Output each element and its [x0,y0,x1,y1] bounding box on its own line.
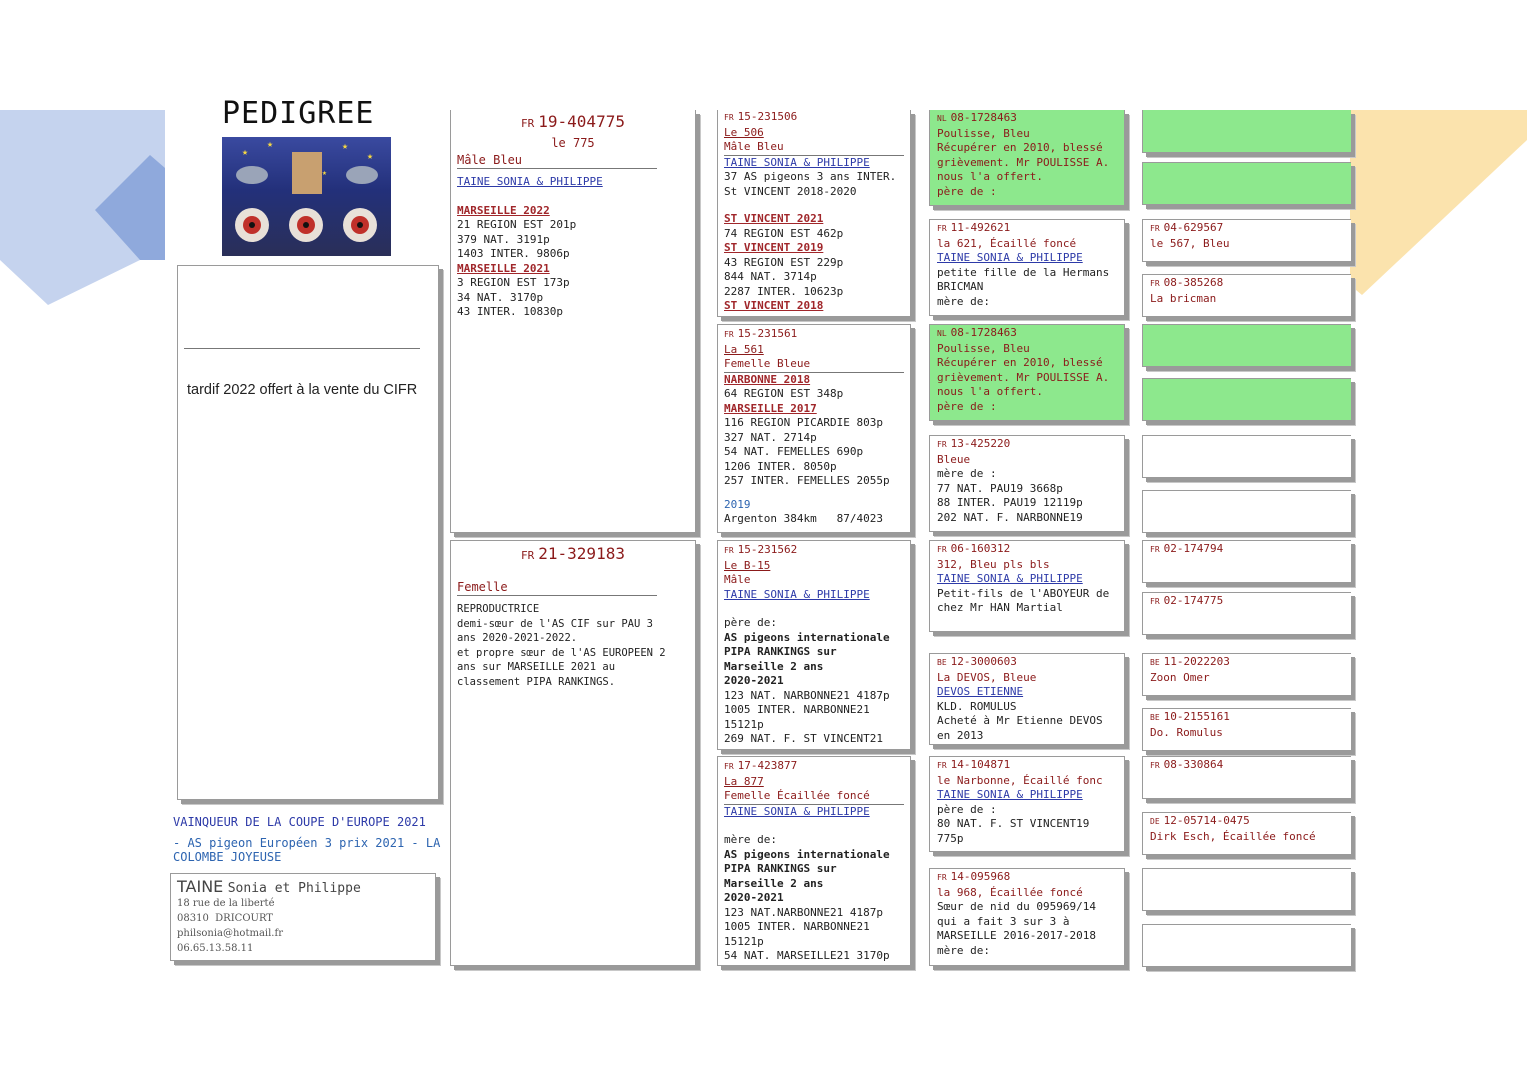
great-grandparent-name: Zoon Omer [1150,670,1210,684]
great-grandparent-ring-number: 02-174775 [1163,594,1224,607]
great-grandparent-box [1142,868,1351,911]
great-grandparent-ring-prefix: FR [1150,545,1160,554]
great-grandparent-ring [1150,221,1344,237]
parent-2-results [724,373,904,489]
parent-1-breeder[interactable]: TAINE SONIA & PHILIPPE [724,155,870,169]
grandparent-box [929,435,1125,532]
grandparent-description: Poulisse, Bleu Récupérer en 2010, blessé grièvement. Mr POULISSE A. nous l'a offert. père de : [937,126,1110,198]
grandparent-description: 312, Bleu pls bls [937,557,1050,571]
page-title: PEDIGREE [222,96,375,131]
grandparent-ring-number: 13-425220 [950,437,1011,450]
parent-4-sex: Femelle Écaillée foncé [724,789,904,805]
great-grandparent-name: le 567, Bleu [1150,236,1230,250]
parent-2-race-1: NARBONNE 2018 [724,372,811,386]
grandparent-box [929,540,1125,632]
subject-ring-number: 19-404775 [538,112,625,131]
parent-1-ring-prefix: FR [724,113,734,122]
grandparent-box [929,756,1125,852]
great-grandparent-ring [1150,758,1344,774]
parent-4-bold: AS pigeons internationale PIPA RANKINGS sur Marseille 2 ans 2020-2021 [724,847,890,904]
great-grandparent-box [1142,274,1351,317]
victory-subtitle: - AS pigeon Européen 3 prix 2021 - LA COLOMBE JOYEUSE [173,836,441,864]
grandparent-ring [937,326,1117,342]
great-grandparent-ring [1150,594,1344,610]
parent-3-role: père de: [724,616,777,629]
great-grandparent-box [1142,540,1351,583]
subject-breeder[interactable]: TAINE SONIA & PHILIPPE [457,175,603,188]
great-grandparent-ring [1150,542,1344,558]
grandparent-ring [937,870,1117,886]
grandparent-ring-prefix: FR [937,440,947,449]
grandparent-breeder[interactable]: DEVOS ETIENNE [937,685,1024,698]
great-grandparent-ring-prefix: BE [1150,713,1160,722]
grandparent-description: Bleue [937,452,971,466]
great-grandparent-box [1142,490,1351,533]
parent-3-sex: Mâle [724,573,751,586]
owner-name-line [177,877,429,896]
parent-2-result-line: 327 NAT. 2714p [724,430,817,444]
parent-3-text: 123 NAT. NARBONNE21 4187p 1005 INTER. NARBONNE21 15121p 269 NAT. F. ST VINCENT21 [724,688,890,745]
great-grandparent-box [1142,756,1351,799]
parent-2-result-line: 64 REGION EST 348p [724,387,844,400]
parent-2-result-line: 1206 INTER. 8050p [724,459,837,473]
great-grandparent-box [1142,708,1351,751]
parent-4-role: mère de: [724,833,777,846]
owner-name: TAINE [177,877,224,896]
grandparent-ring-prefix: FR [937,224,947,233]
great-grandparent-name: Dirk Esch, Écaillée foncé [1150,829,1316,843]
parent-1-race-3: ST VINCENT 2018 [724,299,824,312]
grandparent-ring-number: 14-104871 [950,758,1011,771]
great-grandparent-ring-number: 12-05714-0475 [1163,814,1250,827]
great-grandparent-ring [1150,710,1344,726]
parent-1-results [724,212,904,314]
grandparent-ring-prefix: NL [937,329,947,338]
notes-divider [184,348,420,349]
grandparent-ring [937,655,1117,671]
grandparent-details: KLD. ROMULUS Acheté à Mr Etienne DEVOS en 2013 [937,699,1103,742]
grandparent-ring [937,758,1117,774]
parent-2-result-line: 116 REGION PICARDIE 803p [724,416,883,429]
subject-sex-color: Mâle Bleu [457,152,657,169]
grandparent-ring-number: 06-160312 [950,542,1011,555]
owner-box [170,873,436,961]
parent-4-text: 123 NAT.NARBONNE21 4187p 1005 INTER. NARBONNE21 15121p 54 NAT. MARSEILLE21 3170p [724,905,890,962]
grandparent-ring-prefix: FR [937,545,947,554]
svg-text:★: ★ [342,141,349,152]
svg-text:★: ★ [242,147,249,158]
parent-1-text: 37 AS pigeons 3 ans INTER. St VINCENT 2018-2020 [724,170,897,198]
parent-box-3 [717,540,911,750]
parent-1-race-1: ST VINCENT 2021 [724,212,824,225]
sibling-sex: Femelle [457,579,657,596]
great-grandparent-ring-number: 11-2022203 [1163,655,1230,668]
grandparent-box [929,324,1125,421]
parent-1-result-line: 43 REGION EST 229p [724,255,844,269]
notes-text: tardif 2022 offert à la vente du CIFR [187,382,418,398]
grandparent-details: père de : 80 NAT. F. ST VINCENT19 775p [937,802,1090,845]
subject-result-line: 3 REGION EST 173p [457,276,570,289]
owner-city: 08310 DRICOURT [177,913,273,924]
great-grandparent-ring-number: 04-629567 [1163,221,1224,234]
great-grandparent-ring-prefix: DE [1150,817,1160,826]
parent-1-name: Le 506 [724,125,764,139]
subject-result-line: 379 NAT. 3191p [457,232,550,246]
grandparent-ring-number: 08-1728463 [950,111,1017,124]
grandparent-ring-number: 14-095968 [950,870,1011,883]
owner-phone: 06.65.13.58.11 [177,943,254,954]
grandparent-ring-number: 12-3000603 [950,655,1017,668]
grandparent-breeder[interactable]: TAINE SONIA & PHILIPPE [937,788,1083,801]
grandparent-ring [937,437,1117,453]
svg-text:★: ★ [267,139,274,150]
parent-box-1 [717,110,911,317]
subject-box [450,110,696,533]
victory-title: VAINQUEUR DE LA COUPE D'EUROPE 2021 [173,815,426,829]
parent-4-ring-prefix: FR [724,762,734,771]
subject-result-line: 21 REGION EST 201p [457,218,577,231]
great-grandparent-box [1142,219,1351,262]
great-grandparent-ring-prefix: FR [1150,761,1160,770]
grandparent-breeder[interactable]: TAINE SONIA & PHILIPPE [937,572,1083,585]
great-grandparent-name: Do. Romulus [1150,725,1223,739]
great-grandparent-ring-number: 08-385268 [1163,276,1224,289]
grandparent-details: Petit-fils de l'ABOYEUR de chez Mr HAN Martial [937,586,1110,614]
grandparent-description: La DEVOS, Bleue [937,670,1037,684]
great-grandparent-box [1142,812,1351,855]
great-grandparent-ring-number: 08-330864 [1163,758,1224,771]
owner-email[interactable]: philsonia@hotmail.fr [177,928,283,939]
sibling-ring-number: 21-329183 [538,544,625,563]
grandparent-box [929,219,1125,316]
great-grandparent-ring-prefix: FR [1150,279,1160,288]
grandparent-description: Poulisse, Bleu Récupérer en 2010, blessé grièvement. Mr POULISSE A. nous l'a offert. père de : [937,341,1110,413]
parent-3-ring-prefix: FR [724,546,734,555]
grandparent-box [929,653,1125,745]
parent-4-ring: 17-423877 [737,759,798,772]
parent-2-ring-prefix: FR [724,330,734,339]
sibling-text: REPRODUCTRICE demi-sœur de l'AS CIF sur PAU 3 ans 2020-2021-2022. et propre sœur de l'AS EUROPEEN 2 ans sur MARSEILLE 2021 au classement PIPA RANKINGS. [457,603,666,688]
great-grandparent-box [1142,653,1351,696]
great-grandparent-box [1142,435,1351,478]
parent-box-2 [717,324,911,533]
grandparent-description: la 968, Écaillée foncé [937,885,1083,899]
owner-address: 18 rue de la liberté [177,898,275,909]
svg-text:★: ★ [367,151,374,162]
sibling-ring-prefix: FR [521,549,535,562]
grandparent-breeder[interactable]: TAINE SONIA & PHILIPPE [937,251,1083,264]
subject-ring-prefix: FR [521,117,535,130]
great-grandparent-ring-prefix: FR [1150,597,1160,606]
great-grandparent-name: La bricman [1150,291,1217,305]
parent-2-result-line: 54 NAT. FEMELLES 690p [724,445,864,458]
grandparent-ring-prefix: NL [937,114,947,123]
grandparent-ring-prefix: FR [937,873,947,882]
parent-3-ring: 15-231562 [737,543,798,556]
notes-box [177,265,439,800]
parent-2-year: 2019 [724,497,751,511]
decor-yellow-shape-right [1350,110,1527,300]
great-grandparent-box [1142,110,1351,153]
great-grandparent-box [1142,592,1351,635]
parent-1-result-line: 74 REGION EST 462p [724,226,844,240]
subject-results [457,204,689,320]
svg-text:★: ★ [322,168,327,177]
grandparent-ring [937,542,1117,558]
parent-3-name: Le B-15 [724,558,771,572]
grandparent-details: Sœur de nid du 095969/14 qui a fait 3 sur 3 à MARSEILLE 2016-2017-2018 mère de: [937,900,1096,957]
sibling-box [450,540,696,966]
great-grandparent-box [1142,924,1351,967]
decor-blue-shape-left [0,110,170,310]
parent-1-result-line: 844 NAT. 3714p [724,270,817,283]
subject-race-2: MARSEILLE 2021 [457,261,550,275]
parent-1-race-2: ST VINCENT 2019 [724,241,824,254]
great-grandparent-ring-number: 10-2155161 [1163,710,1230,723]
owner-name-rest: Sonia et Philippe [227,881,361,896]
parent-1-ring: 15-231506 [737,110,798,123]
parent-3-bold: AS pigeons internationale PIPA RANKINGS sur Marseille 2 ans 2020-2021 [724,630,890,687]
grandparent-details: petite fille de la Hermans BRICMAN mère de: [937,265,1110,308]
grandparent-ring [937,111,1117,127]
parent-2-result-line: 257 INTER. FEMELLES 2055p [724,474,890,487]
grandparent-box [929,868,1125,966]
grandparent-ring-number: 08-1728463 [950,326,1017,339]
grandparent-ring-prefix: BE [937,658,947,667]
subject-race-1: MARSEILLE 2022 [457,203,550,217]
great-grandparent-ring-prefix: BE [1150,658,1160,667]
parent-2-name: La 561 [724,342,764,356]
grandparent-ring [937,221,1117,237]
parent-box-4 [717,756,911,966]
grandparent-ring-number: 11-492621 [950,221,1011,234]
grandparent-box [929,110,1125,206]
parent-4-breeder[interactable]: TAINE SONIA & PHILIPPE [724,804,870,818]
parent-2-race-2: MARSEILLE 2017 [724,401,817,415]
subject-ring [457,112,689,134]
parent-4-name: La 877 [724,774,764,788]
subject-name: le 775 [551,136,595,150]
subject-result-line: 43 INTER. 10830p [457,305,563,318]
great-grandparent-box [1142,378,1351,421]
great-grandparent-ring [1150,814,1344,830]
parent-3-breeder[interactable]: TAINE SONIA & PHILIPPE [724,587,870,601]
great-grandparent-box [1142,324,1351,367]
grandparent-ring-prefix: FR [937,761,947,770]
parent-2-sex: Femelle Bleue [724,357,904,373]
great-grandparent-ring-prefix: FR [1150,224,1160,233]
grandparent-description: le Narbonne, Écaillé fonc [937,773,1103,787]
parent-2-ring: 15-231561 [737,327,798,340]
parent-1-result-line: 2287 INTER. 10623p [724,284,844,298]
pedigree-photo [222,137,391,256]
sibling-ring [457,543,689,567]
great-grandparent-ring [1150,276,1344,292]
great-grandparent-box [1142,162,1351,205]
great-grandparent-ring-number: 02-174794 [1163,542,1224,555]
grandparent-description: la 621, Écaillé foncé [937,236,1077,250]
subject-result-line: 1403 INTER. 9806p [457,247,570,260]
parent-1-sex: Mâle Bleu [724,140,904,156]
parent-2-year-line: Argenton 384km 87/4023 [724,512,883,525]
great-grandparent-ring [1150,655,1344,671]
grandparent-details: mère de : 77 NAT. PAU19 3668p 88 INTER. PAU19 12119p 202 NAT. F. NARBONNE19 [937,467,1083,524]
subject-result-line: 34 NAT. 3170p [457,290,544,304]
